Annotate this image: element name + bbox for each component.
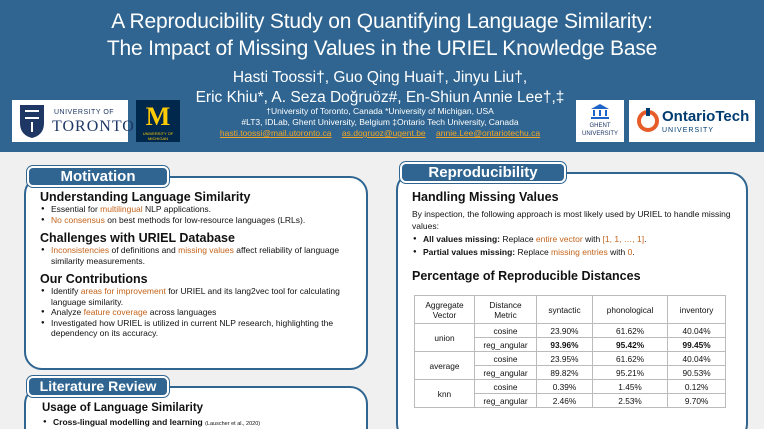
email-link[interactable]: hasti.toossi@mail.utoronto.ca xyxy=(219,128,332,138)
table-cell: 40.04% xyxy=(668,324,726,338)
ontario-tech-mark-icon xyxy=(637,108,659,134)
table-cell: cosine xyxy=(475,380,537,394)
affiliations: †University of Toronto, Canada *University of Michigan, USA #LT3, IDLab, Ghent University, Belgium ‡Ontario Tech University, Canada xyxy=(241,106,519,127)
list-item: ● Investigated how URIEL is utilized in current NLP research, highlighting the dependency on its accuracy. xyxy=(40,318,352,339)
literature-content: Usage of Language Similarity ● Cross-lingual modelling and learning (Lauscher et al., 2020) xyxy=(42,402,352,429)
table-row xyxy=(415,380,726,394)
email-list xyxy=(180,128,580,138)
list-item: ● Cross-lingual modelling and learning (Lauscher et al., 2020) xyxy=(42,417,352,429)
list-item: ● Analyze feature coverage across languages xyxy=(40,307,352,318)
table-row xyxy=(415,324,726,338)
table-cell: cosine xyxy=(475,324,537,338)
table-header: Distance Metric xyxy=(475,296,537,324)
email-link[interactable]: annie.Lee@ontariotechu.ca xyxy=(436,128,541,138)
table-header: syntactic xyxy=(537,296,593,324)
list-item: ● All values missing: Replace entire vector with [1, 1, …, 1]. xyxy=(412,233,736,246)
reproducibility-heading: Reproducibility xyxy=(400,162,566,183)
list-item: ● Identify areas for improvement for URIEL and its lang2vec tool for calculating language similarity. xyxy=(40,286,352,307)
table-cell: reg_angular xyxy=(475,394,537,408)
ontario-tech-logo: OntarioTech UNIVERSITY xyxy=(629,100,755,142)
table-cell: 95.21% xyxy=(592,366,667,380)
list-item: ● No consensus on best methods for low-resource languages (LRLs). xyxy=(40,215,352,226)
table-cell: 0.12% xyxy=(668,380,726,394)
table-cell: 23.95% xyxy=(537,352,593,366)
table-header: inventory xyxy=(668,296,726,324)
table-row xyxy=(415,352,726,366)
uoft-crest-icon xyxy=(17,103,47,139)
poster-title: A Reproducibility Study on Quantifying Language Similarity: The Impact of Missing Values in the URIEL Knowledge Base xyxy=(106,10,658,60)
table-cell: reg_angular xyxy=(475,338,537,352)
table-cell: 2.53% xyxy=(592,394,667,408)
poster-header xyxy=(0,0,764,152)
table-cell: 9.70% xyxy=(668,394,726,408)
table-cell: 40.04% xyxy=(668,352,726,366)
table-cell: 95.42% xyxy=(592,338,667,352)
michigan-logo: M UNIVERSITY OF MICHIGAN xyxy=(136,100,180,142)
literature-heading: Literature Review xyxy=(27,376,169,397)
ghent-building-icon xyxy=(590,103,610,119)
table-header: Aggregate Vector xyxy=(415,296,475,324)
table-cell: 93.96% xyxy=(537,338,593,352)
list-item: ● Partial values missing: Replace missing entries with 0. xyxy=(412,246,736,259)
list-item: ● Essential for multilingual NLP applications. xyxy=(40,204,352,215)
email-link[interactable]: as.dogruoz@ugent.be xyxy=(341,128,426,138)
ghent-logo: GHENT UNIVERSITY xyxy=(576,100,624,142)
table-cell: 61.62% xyxy=(592,324,667,338)
table-cell: 99.45% xyxy=(668,338,726,352)
author-list: Hasti Toossi†, Guo Qing Huai†, Jinyu Liu†, Eric Khiu*, A. Seza Doğruöz#, En-Shiun Annie Lee†,‡ xyxy=(195,69,565,106)
table-cell: 23.90% xyxy=(537,324,593,338)
table-cell: reg_angular xyxy=(475,366,537,380)
table-cell: 1.45% xyxy=(592,380,667,394)
uoft-logo: UNIVERSITY OF TORONTO xyxy=(12,100,128,142)
table-cell: knn xyxy=(415,380,475,408)
table-cell: 90.53% xyxy=(668,366,726,380)
motivation-content: Understanding Language Similarity ● Essential for multilingual NLP applications. ● No consensus on best methods for low-resource languages (LRLs). Challenges with URIEL Database ● Inconsistencies of definitions and missing values affect reliability of language similarity measurements. Our Contributions ● Identify areas for improvement for URIEL and its lang2vec tool for calculating language similarity. ● Analyze feature coverage across languages ● Investigated how URIEL is utilized in current NLP research, highlighting the dependency on its accuracy. xyxy=(40,190,352,339)
table-cell: 89.82% xyxy=(537,366,593,380)
reproducible-distances-table xyxy=(414,295,726,408)
table-cell: 0.39% xyxy=(537,380,593,394)
table-header: phonological xyxy=(592,296,667,324)
table-cell: average xyxy=(415,352,475,380)
table-cell: cosine xyxy=(475,352,537,366)
table-cell: 2.46% xyxy=(537,394,593,408)
motivation-heading: Motivation xyxy=(27,166,169,187)
reproducibility-content: Handling Missing Values By inspection, the following approach is most likely used by URIEL to handle missing values: ● All values missing: Replace entire vector with [1, 1, …, 1]. ● Partial values missing: Replace missing entries with 0. Percentage of Reproducible Distances xyxy=(412,190,736,283)
table-cell: union xyxy=(415,324,475,352)
list-item: ● Inconsistencies of definitions and missing values affect reliability of language similarity measurements. xyxy=(40,245,352,266)
table-cell: 61.62% xyxy=(592,352,667,366)
